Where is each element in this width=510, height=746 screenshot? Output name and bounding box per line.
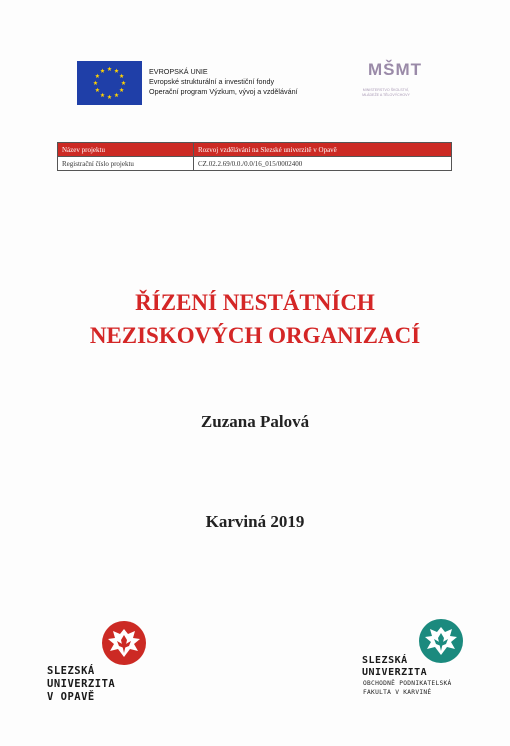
university-eagle-emblem-icon [101, 620, 147, 666]
project-name-label: Název projektu [58, 143, 194, 157]
eu-star-icon [107, 67, 112, 71]
project-name-value: Rozvoj vzdělávání na Slezské univerzitě v Opavě [194, 143, 452, 157]
msmt-caption-line: MLÁDEŽE A TĚLOVÝCHOVY [362, 93, 410, 97]
university-name-line: UNIVERZITA [362, 667, 428, 678]
eu-star-icon [100, 93, 105, 97]
eu-star-icon [95, 74, 100, 78]
eu-star-icon [119, 74, 124, 78]
table-row [58, 157, 452, 171]
eu-line: EVROPSKÁ UNIE [149, 67, 208, 76]
faculty-name-line: FAKULTA V KARVINÉ [363, 689, 432, 696]
eu-star-icon [119, 88, 124, 92]
msmt-caption-line: MINISTERSTVO ŠKOLSTVÍ, [362, 88, 410, 92]
eu-star-icon [93, 81, 98, 85]
eu-star-icon [95, 88, 100, 92]
faculty-name [363, 679, 452, 697]
msmt-logo [346, 60, 426, 104]
eu-line: Evropské strukturální a investiční fondy [149, 77, 275, 86]
registration-number-label: Registrační číslo projektu [58, 157, 194, 171]
table-row [58, 143, 452, 157]
document-title [0, 286, 510, 352]
eu-star-icon [121, 81, 126, 85]
title-line-1: ŘÍZENÍ NESTÁTNÍCH [135, 290, 375, 315]
eu-star-icon [100, 68, 105, 72]
title-line-2: NEZISKOVÝCH ORGANIZACÍ [89, 323, 421, 348]
eu-star-icon [107, 95, 112, 99]
eu-line: Operační program Výzkum, vývoj a vzdělávání [149, 87, 298, 96]
author-name: Zuzana Palová [200, 412, 310, 431]
university-name-line: SLEZSKÁ [47, 665, 95, 677]
msmt-caption [346, 88, 426, 98]
project-table [57, 142, 452, 171]
place-and-year: Karviná 2019 [205, 512, 305, 531]
eu-star-icon [114, 68, 119, 72]
eu-flag-icon [77, 61, 142, 105]
university-name-left [47, 665, 115, 704]
university-name-line: UNIVERZITA [47, 678, 116, 690]
eu-funding-text [149, 67, 298, 97]
university-name-line: V OPAVĚ [47, 691, 95, 703]
msmt-mark: MŠMT [368, 60, 423, 79]
faculty-name-line: OBCHODNĚ PODNIKATELSKÁ [363, 680, 452, 687]
university-name-line: SLEZSKÁ [362, 655, 408, 666]
registration-number-value: CZ.02.2.69/0.0./0.0/16_015/0002400 [194, 157, 452, 171]
eu-star-icon [114, 93, 119, 97]
university-name-right [362, 655, 427, 679]
